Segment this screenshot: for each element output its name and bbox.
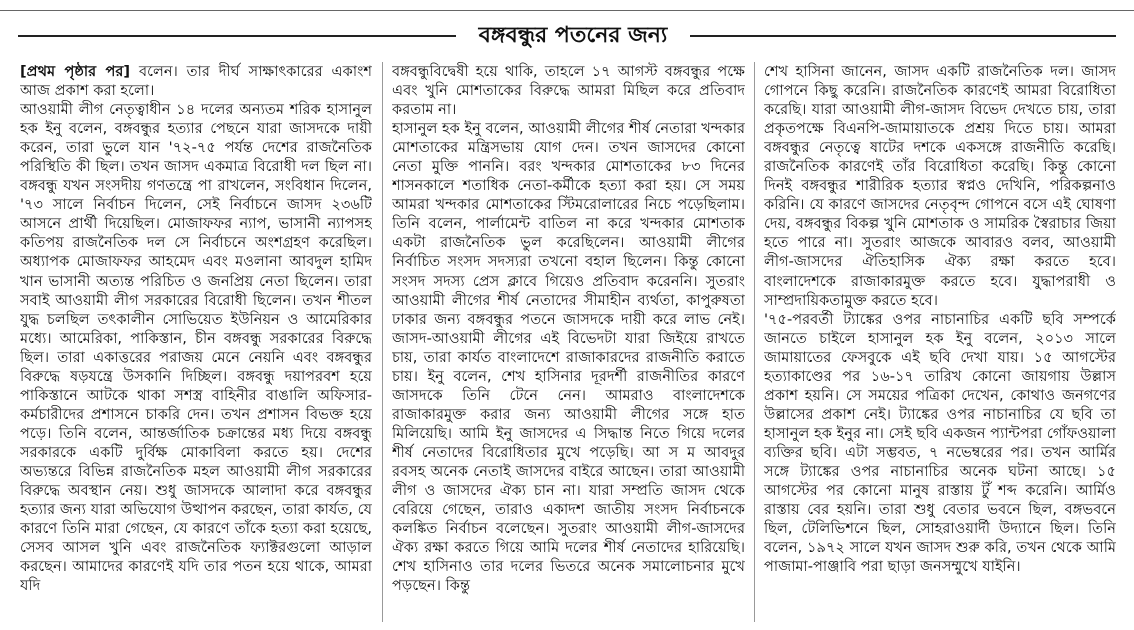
paragraph — [20, 62, 372, 100]
paragraph-text: আওয়ামী লীগ নেতৃত্বাধীন ১৪ দলের অন্যতম শরিক হাসানুল হক ইনু বলেন, বঙ্গবন্ধুর হত্যার পেছনে যারা জাসদকে দায়ী করেন, তারা ভুলে যান '৭২-৭৫ পর্যন্ত দেশের রাজনৈতিক পরিস্থিতি কী ছিল। তখন জাসদ একমাত্র বিরোধী দল ছিল না। বঙ্গবন্ধু যখন সংসদীয় গণতন্ত্রে পা রাখলেন, সংবিধান দিলেন, '৭৩ সালে নির্বাচন দিলেন, সেই নির্বাচনে জাসদ ২৩৬টি আসনে প্রার্থী দিয়েছিল। মোজাফফর ন্যাপ, ভাসানী ন্যাপসহ কতিপয় রাজনৈতিক দল সে নির্বাচনে অংশগ্রহণ করেছিল। অধ্যাপক মোজাফফর আহমেদ এবং মওলানা আবদুল হামিদ খান ভাসানী অত্যন্ত পরিচিত ও জনপ্রিয় নেতা ছিলেন। তারা সবাই আওয়ামী লীগ সরকারের বিরোধী ছিলেন। তখন শীতল যুদ্ধ চলছিল তৎকালীন সোভিয়েত ইউনিয়ন ও আমেরিকার মধ্যে। আমেরিকা, পাকিস্তান, চীন বঙ্গবন্ধু সরকারের বিরুদ্ধে ছিল। তারা একাত্তরের পরাজয় মেনে নেয়নি এবং বঙ্গবন্ধুর বিরুদ্ধে ষড়যন্ত্রে উসকানি দিচ্ছিল। বঙ্গবন্ধু দয়াপরবশ হয়ে পাকিস্তানে আটকে থাকা সশস্ত্র বাহিনীর বাঙালি অফিসার-কর্মচারীদের প্রশাসনে চাকরি দেন। তখন প্রশাসন বিভক্ত হয়ে পড়ে। তিনি বলেন, আন্তর্জাতিক চক্রান্তের মধ্য দিয়ে বঙ্গবন্ধু সরকারকে একটি দুর্বিক্ষ মোকাবিলা করতে হয়। দেশের অভ্যন্তরে বিভিন্ন রাজনৈতিক মহল আওয়ামী লীগ সরকারের বিরুদ্ধে অবস্থান নেয়। শুধু জাসদকে আলাদা করে বঙ্গবন্ধুর হত্যার জন্য যারা অভিযোগ উত্থাপন করছেন, তারা কার্যত, যে কারণে তিনি মারা গেছেন, যে কারণে তাঁকে হত্যা করা হয়েছে, সেসব আসল খুনি এবং রাজনৈতিক ফ্যাক্টরগুলো আড়াল করছেন। আমাদের কারণেই যদি তার পতন হয়ে থাকে, আমরা যদি — [20, 101, 372, 595]
column-3 — [764, 62, 1116, 622]
paragraph-text: শেখ হাসিনা জানেন, জাসদ একটি রাজনৈতিক দল। জাসদ গোপনে কিছু করেনি। রাজনৈতিক কারণেই আমরা বিরোধিতা করেছি। যারা আওয়ামী লীগ-জাসদ বিভেদ দেখতে চায়, তারা প্রকৃতপক্ষে বিএনপি-জামায়াতকে প্রশ্রয় দিতে চায়। আমরা বঙ্গবন্ধুর নেতৃত্বে ষাটের দশকে একসঙ্গে রাজনীতি করেছি। রাজনৈতিক কারণেই তাঁর বিরোধিতা করেছি। কিন্তু কোনো দিনই বঙ্গবন্ধুর শারীরিক হত্যার স্বপ্নও দেখিনি, পরিকল্পনাও করিনি। যে কারণে জাসদের নেতৃবৃন্দ গোপনে বসে এই ঘোষণা দেয়, বঙ্গবন্ধুর বিকল্প খুনি মোশতাক ও সামরিক স্বৈরাচার জিয়া হতে পারে না। সুতরাং আজকে আবারও বলব, আওয়ামী লীগ-জাসদের ঐতিহাসিক ঐক্য রক্ষা করতে হবে। বাংলাদেশকে রাজাকারমুক্ত করতে হবে। যুদ্ধাপরাধী ও সাম্প্রদায়িকতামুক্ত করতে হবে। — [764, 63, 1116, 309]
paragraph-text: বলেন। তার দীর্ঘ সাক্ষাৎকারের একাংশ আজ প্রকাশ করা হলো। — [20, 63, 372, 100]
column-divider — [382, 62, 383, 622]
headline-rule-left — [18, 35, 456, 37]
paragraph-text: বঙ্গবন্ধুবিদ্বেষী হয়ে থাকি, তাহলে ১৭ আগস্ট বঙ্গবন্ধুর পক্ষে এবং খুনি মোশতাকের বিরুদ্ধে আমরা মিছিল করে প্রতিবাদ করতাম না। — [392, 63, 745, 119]
continuation-marker: [প্রথম পৃষ্ঠার পর] — [20, 63, 131, 80]
paragraph-text: হাসানুল হক ইনু বলেন, আওয়ামী লীগের শীর্ষ নেতারা খন্দকার মোশতাকের মন্ত্রিসভায় যোগ দেন। তখন জাসদের কোনো নেতা মুক্তি পাননি। বরং খন্দকার মোশতাকের ৮৩ দিনের শাসনকালে শতাধিক নেতা-কর্মীকে হত্যা করা হয়। সে সময় আমরা খন্দকার মোশতাকের স্টিমরোলারের নিচে পড়েছিলাম। তিনি বলেন, পার্লামেন্ট বাতিল না করে খন্দকার মোশতাক একটা রাজনৈতিক ভুল করেছিলেন। আওয়ামী লীগের নির্বাচিত সংসদ সদস্যরা তখনো বহাল ছিলেন। কিন্তু কোনো সংসদ সদস্য প্রেস ক্লাবে গিয়েও প্রতিবাদ করেননি। সুতরাং আওয়ামী লীগের শীর্ষ নেতাদের সীমাহীন ব্যর্থতা, কাপুরুষতা ঢাকার জন্য বঙ্গবন্ধুর পতনে জাসদকে দায়ী করে লাভ নেই। জাসদ-আওয়ামী লীগের এই বিভেদটা যারা জিইয়ে রাখতে চায়, তারা কার্যত বাংলাদেশে রাজাকারদের রাজনীতি করাতে চায়। ইনু বলেন, শেখ হাসিনার দূরদর্শী রাজনীতির কারণে জাসদকে তিনি টেনে নেন। আমরাও বাংলাদেশকে রাজাকারমুক্ত করার জন্য আওয়ামী লীগের সঙ্গে হাত মিলিয়েছি। আমি ইনু জাসদের এ সিদ্ধান্ত নিতে গিয়ে দলের শীর্ষ নেতাদের বিরোধিতার মুখে পড়েছি। আ স ম আবদুর রবসহ অনেক নেতাই জাসদের বাইরে আছেন। তারা আওয়ামী লীগ ও জাসদের ঐক্য চান না। যারা সম্প্রতি জাসদ থেকে বেরিয়ে গেছেন, তারাও একাদশ জাতীয় সংসদ নির্বাচনকে কলঙ্কিত নির্বাচন বলেছেন। সুতরাং আওয়ামী লীগ-জাসদের ঐক্য রক্ষা করতে গিয়ে আমি দলের শীর্ষ নেতাদের হারিয়েছি। শেখ হাসিনাও তার দলের ভিতরে অনেক সমালোচনার মুখে পড়ছেন। কিন্তু — [392, 120, 745, 595]
headline-row — [18, 22, 1116, 52]
paragraph — [20, 100, 372, 595]
paragraph-text: '৭৫-পরবর্তী ট্যাঙ্কের ওপর নাচানাচির একটি ছবি সম্পর্কে জানতে চাইলে হাসানুল হক ইনু বলেন, ২০১৩ সালে জামায়াতের ফেসবুকে এই ছবি দেখা যায়। ১৫ আগস্টের হত্যাকাণ্ডের পর ১৬-১৭ তারিখ কোনো জায়গায় উল্লাস প্রকাশ হয়নি। সে সময়ের পত্রিকা দেখেন, কোথাও জনগণের উল্লাসের প্রকাশ নেই। ট্যাঙ্কের ওপর নাচানাচির যে ছবি তা হাসানুল হক ইনুর না। সেই ছবি একজন প্যান্টপরা গোঁফওয়ালা ব্যক্তির ছবি। এটা সম্ভবত, ৭ নভেম্বরের পর। তখন আর্মির সঙ্গে ট্যাঙ্কের ওপর নাচানাচির অনেক ঘটনা আছে। ১৫ আগস্টের পর কোনো মানুষ রাস্তায় টুঁ শব্দ করেনি। আর্মিও রাস্তায় বের হয়নি। তারা শুধু বেতার ভবনে ছিল, বঙ্গভবনে ছিল, টেলিভিশনে ছিল, সোহরাওয়ার্দী উদ্যানে ছিল। তিনি বলেন, ১৯৭২ সালে যখন জাসদ শুরু করি, তখন থেকে আমি পাজামা-পাঞ্জাবি পরা ছাড়া জনসম্মুখে যাইনি। — [764, 310, 1116, 576]
column-divider — [754, 62, 755, 622]
column-1 — [20, 62, 372, 622]
previous-article-edge — [0, 0, 1134, 11]
column-2 — [392, 62, 745, 622]
paragraph — [392, 62, 745, 119]
article-headline: বঙ্গবন্ধুর পতনের জন্য — [478, 23, 668, 48]
paragraph — [764, 62, 1116, 310]
headline-rule-right — [690, 35, 1116, 37]
article-body — [20, 62, 1116, 622]
paragraph — [392, 119, 745, 595]
paragraph — [764, 310, 1116, 577]
